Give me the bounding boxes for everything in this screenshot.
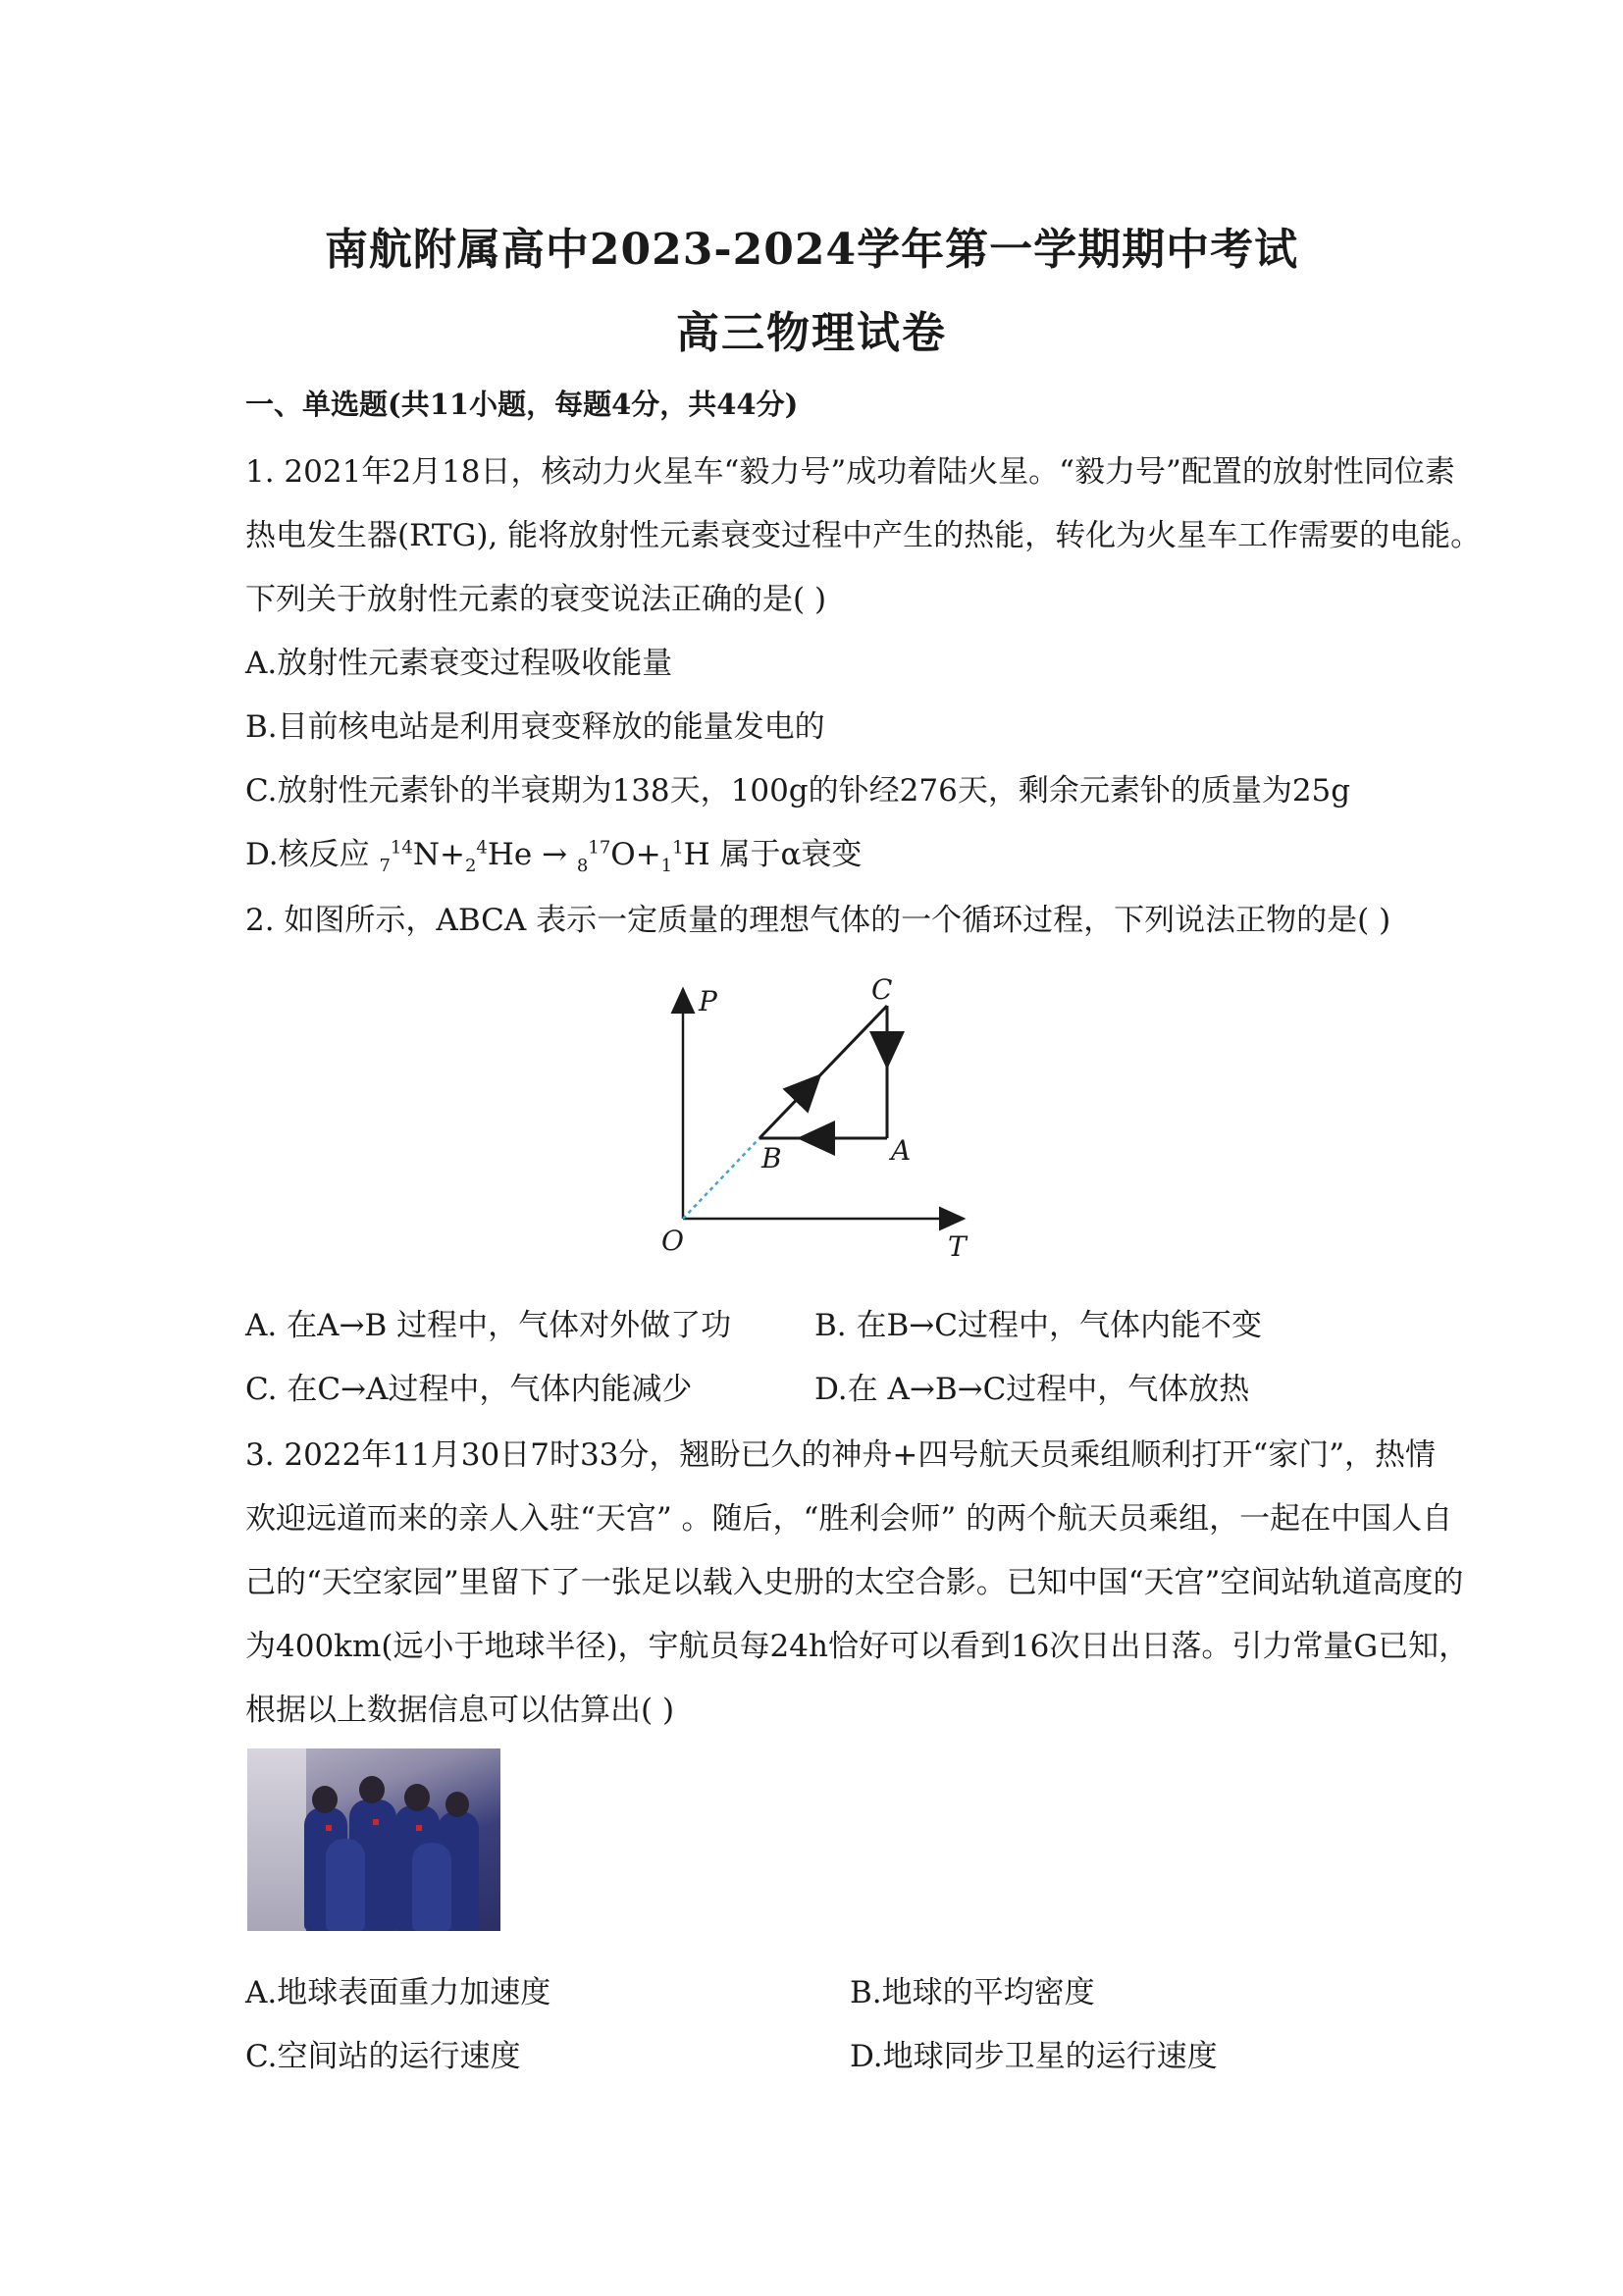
astronaut-group-photo — [247, 1748, 500, 1931]
q3-stem-line-2: 欢迎远道而来的亲人入驻“天宫” 。随后，“胜利会师” 的两个航天员乘组，一起在中国人自 — [245, 1501, 1453, 1537]
astronaut-figure — [326, 1839, 365, 1931]
astronaut-figure — [412, 1843, 451, 1931]
q1-option-d-prefix: D.核反应 — [245, 837, 370, 872]
eq-arrow: → — [532, 837, 577, 872]
eq-o: O+ — [610, 837, 661, 872]
eq-n: N+ — [412, 837, 465, 872]
point-a-label: A — [891, 1134, 912, 1167]
q3-stem-line-3: 己的“天空家园”里留下了一张足以载入史册的太空合影。已知中国“天宫”空间站轨道高度的 — [245, 1565, 1464, 1600]
astronaut-head — [445, 1792, 469, 1817]
flag-patch — [326, 1825, 332, 1831]
astronaut-head — [404, 1784, 430, 1811]
q2-option-d: D.在 A→B→C过程中，气体放热 — [814, 1372, 1250, 1407]
eq-h-sup: 1 — [672, 837, 684, 859]
astronaut-head — [312, 1786, 338, 1813]
segment-b-to-c — [759, 1006, 887, 1138]
q1-option-a: A.放射性元素衰变过程吸收能量 — [245, 646, 673, 681]
eq-he-sub: 2 — [464, 856, 477, 877]
q3-option-d: D.地球同步卫星的运行速度 — [850, 2039, 1218, 2074]
section-heading: 一、单选题(共11小题，每题4分，共44分) — [245, 388, 799, 421]
station-wall — [247, 1748, 306, 1931]
point-c-label: C — [871, 973, 893, 1006]
q1-stem-line-1: 1. 2021年2月18日，核动力火星车“毅力号”成功着陆火星。“毅力号”配置的放射性同位素 — [245, 454, 1455, 490]
q1-option-d-suffix: 属于α衰变 — [719, 837, 863, 872]
flag-patch — [373, 1819, 379, 1825]
p-axis-label: P — [699, 985, 717, 1018]
q2-option-a: A. 在A→B 过程中，气体对外做了功 — [245, 1308, 732, 1343]
eq-h-sub: 1 — [660, 856, 673, 877]
eq-o-sup: 17 — [588, 837, 611, 859]
arrow-b-to-c — [795, 1086, 810, 1102]
eq-h: H — [683, 837, 720, 872]
q3-option-c: C.空间站的运行速度 — [245, 2039, 521, 2074]
astronaut-head — [359, 1776, 385, 1803]
q2-stem: 2. 如图所示，ABCA 表示一定质量的理想气体的一个循环过程，下列说法正物的是( ) — [245, 903, 1391, 938]
q3-stem-line-5: 根据以上数据信息可以估算出( ) — [245, 1693, 675, 1728]
q1-option-c: C.放射性元素钋的半衰期为138天，100g的钋经276天，剩余元素钋的质量为25g — [245, 773, 1351, 809]
flag-patch — [416, 1825, 422, 1831]
eq-he: He — [487, 837, 533, 872]
q2-option-b: B. 在B→C过程中，气体内能不变 — [814, 1308, 1262, 1343]
eq-n-sub: 7 — [379, 856, 391, 877]
p-t-cycle-diagram — [648, 971, 981, 1266]
eq-he-sup: 4 — [476, 837, 488, 859]
nuclear-equation — [379, 837, 720, 877]
q1-option-d — [245, 829, 862, 876]
point-b-label: B — [761, 1142, 782, 1174]
t-axis-label: T — [948, 1230, 967, 1263]
q3-stem-line-1: 3. 2022年11月30日7时33分，翘盼已久的神舟+四号航天员乘组顺利打开“家门”，热情 — [245, 1437, 1437, 1473]
q1-option-b: B.目前核电站是利用衰变释放的能量发电的 — [245, 709, 825, 745]
exam-subtitle: 高三物理试卷 — [676, 308, 947, 358]
dashed-extension-line — [683, 1138, 759, 1219]
q3-option-a: A.地球表面重力加速度 — [245, 1975, 551, 2010]
q3-option-b: B.地球的平均密度 — [850, 1975, 1095, 2010]
q2-option-c: C. 在C→A过程中，气体内能减少 — [245, 1372, 693, 1407]
eq-o-sub: 8 — [576, 856, 589, 877]
q1-stem-line-2: 热电发生器(RTG), 能将放射性元素衰变过程中产生的热能，转化为火星车工作需要的电能。 — [245, 518, 1482, 553]
origin-label: O — [661, 1225, 684, 1257]
q3-stem-line-4: 为400km(远小于地球半径)，宇航员每24h恰好可以看到16次日出日落。引力常量G已知， — [245, 1629, 1470, 1664]
exam-title: 南航附属高中2023-2024学年第一学期期中考试 — [324, 225, 1299, 275]
eq-n-sup: 14 — [390, 837, 413, 859]
q1-stem-line-3: 下列关于放射性元素的衰变说法正确的是( ) — [245, 582, 827, 617]
